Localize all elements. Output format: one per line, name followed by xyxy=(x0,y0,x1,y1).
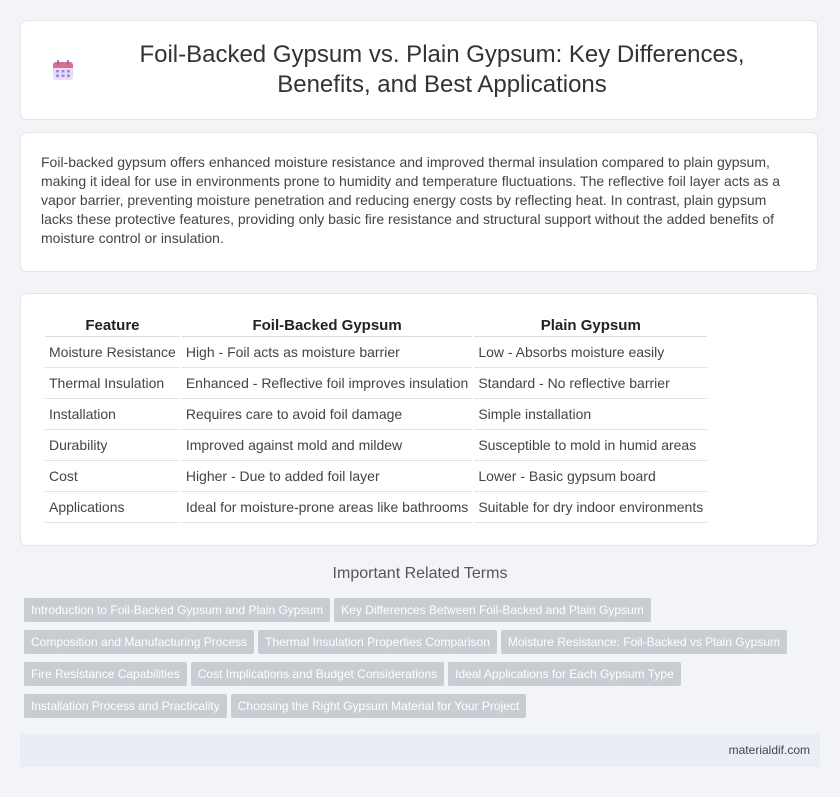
column-header: Feature xyxy=(45,314,180,337)
table-cell: Lower - Basic gypsum board xyxy=(474,461,707,492)
table-row xyxy=(45,399,707,430)
table-row xyxy=(45,430,707,461)
column-header: Plain Gypsum xyxy=(474,314,707,337)
table-row xyxy=(45,368,707,399)
footer-site-link[interactable]: materialdif.com xyxy=(728,743,810,757)
calendar-icon xyxy=(51,58,75,82)
page-title: Foil-Backed Gypsum vs. Plain Gypsum: Key Differences, Benefits, and Best Applications xyxy=(139,41,745,98)
intro-card xyxy=(20,132,818,272)
table-cell: Durability xyxy=(45,430,180,461)
table-row xyxy=(45,461,707,492)
table-cell: Installation xyxy=(45,399,180,430)
table-cell: Applications xyxy=(45,492,180,523)
related-terms-list xyxy=(24,598,814,726)
related-term-tag[interactable]: Introduction to Foil-Backed Gypsum and Plain Gypsum xyxy=(24,598,330,622)
table-cell: Moisture Resistance xyxy=(45,337,180,368)
table-cell: Simple installation xyxy=(474,399,707,430)
header-card xyxy=(20,20,818,120)
related-term-tag[interactable]: Installation Process and Practicality xyxy=(24,694,227,718)
table-header-row xyxy=(45,314,707,337)
column-header: Foil-Backed Gypsum xyxy=(182,314,472,337)
comparison-table xyxy=(43,314,709,523)
table-cell: Susceptible to mold in humid areas xyxy=(474,430,707,461)
related-term-tag[interactable]: Key Differences Between Foil-Backed and Plain Gypsum xyxy=(334,598,651,622)
table-cell: High - Foil acts as moisture barrier xyxy=(182,337,472,368)
table-row xyxy=(45,337,707,368)
related-term-tag[interactable]: Ideal Applications for Each Gypsum Type xyxy=(448,662,681,686)
related-term-tag[interactable]: Cost Implications and Budget Considerations xyxy=(191,662,444,686)
table-cell: Enhanced - Reflective foil improves insulation xyxy=(182,368,472,399)
table-cell: Requires care to avoid foil damage xyxy=(182,399,472,430)
table-cell: Thermal Insulation xyxy=(45,368,180,399)
table-cell: Ideal for moisture-prone areas like bathrooms xyxy=(182,492,472,523)
related-term-tag[interactable]: Composition and Manufacturing Process xyxy=(24,630,254,654)
related-term-tag[interactable]: Choosing the Right Gypsum Material for Your Project xyxy=(231,694,526,718)
table-cell: Cost xyxy=(45,461,180,492)
related-term-tag[interactable]: Fire Resistance Capabilities xyxy=(24,662,187,686)
table-cell: Improved against mold and mildew xyxy=(182,430,472,461)
intro-text: Foil-backed gypsum offers enhanced moisture resistance and improved thermal insulation compared to plain gypsum, making it ideal for use in environments prone to humidity and temperature fluctuations. The reflective foil layer acts as a vapor barrier, preventing moisture penetration and reducing energy costs by reflecting heat. In contrast, plain gypsum lacks these protective features, providing only basic fire resistance and structural support without the added benefits of moisture control or insulation. xyxy=(41,154,781,246)
table-row xyxy=(45,492,707,523)
comparison-card xyxy=(20,293,818,546)
table-cell: Low - Absorbs moisture easily xyxy=(474,337,707,368)
table-cell: Standard - No reflective barrier xyxy=(474,368,707,399)
related-terms-title: Important Related Terms xyxy=(332,565,508,582)
footer xyxy=(20,734,820,767)
table-cell: Higher - Due to added foil layer xyxy=(182,461,472,492)
related-term-tag[interactable]: Thermal Insulation Properties Comparison xyxy=(258,630,497,654)
table-cell: Suitable for dry indoor environments xyxy=(474,492,707,523)
related-term-tag[interactable]: Moisture Resistance: Foil-Backed vs Plain Gypsum xyxy=(501,630,787,654)
